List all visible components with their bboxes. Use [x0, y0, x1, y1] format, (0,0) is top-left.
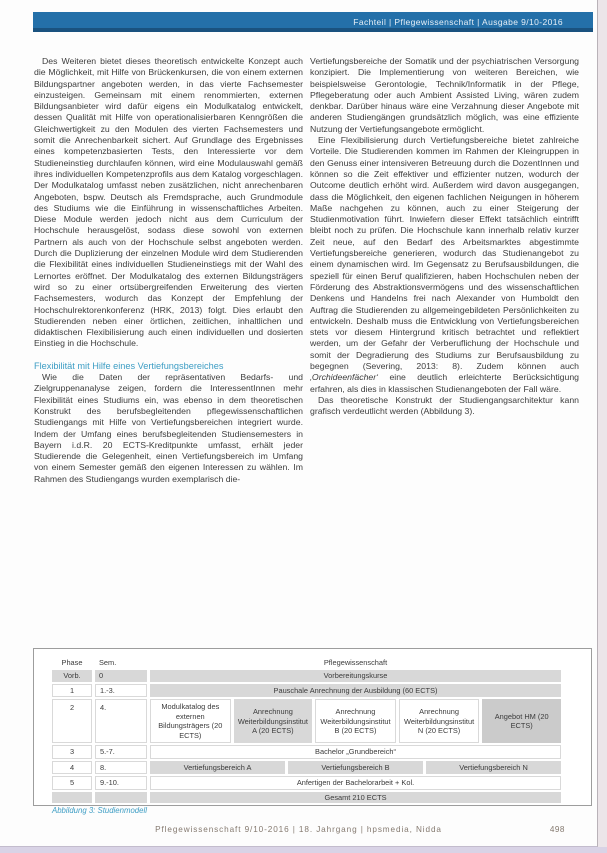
paragraph: Wie die Daten der repräsentativen Bedarfs- und Zielgruppenanalyse zeigen, fordern die InteressentInnen mehr Flexibilität eines Studiums ein, was ebenso in dem theoretischen Konstrukt des berufsbegleitenden pflegewissenschaftlichen Studiengangs mit Hilfe von Vertiefungsbereichen integriert wurde. Indem der Umfang eines berufsbegleitenden Studiensemesters in Bayern i.d.R. 20 ECTS-Kreditpunkte umfasst, erhält jeder Studierende die Gelegenheit, einen Vertiefungsbereich im Umfang von einem Semester gemäß den eigenen Interessen zu wählen. Im Rahmen des Studiengangs wurden exemplarisch die- — [34, 372, 303, 484]
cell-modulkatalog: Modulkatalog des externen Bildungsträgers (20 ECTS) — [150, 699, 231, 743]
header-bar — [33, 12, 593, 32]
page-number: 498 — [549, 825, 565, 834]
page-edge-shadow — [0, 847, 607, 853]
cell-sem-empty — [95, 792, 147, 803]
text-column-right — [310, 56, 579, 644]
cell-angebot-hm: Angebot HM (20 ECTS) — [482, 699, 561, 743]
cell-phase-empty — [52, 792, 92, 803]
table-header-row — [52, 657, 561, 668]
figure-caption: Abbildung 3: Studienmodell — [52, 806, 147, 816]
table-row-phase5 — [52, 776, 561, 789]
cell-vertiefung-a: Vertiefungsbereich A — [150, 761, 285, 774]
paragraph: Des Weiteren bietet dieses theoretisch entwickelte Konzept auch die Möglichkeit, mit Hilfe von Brückenkursen, die von einem externen Bildungspartner angeboten werden, in das vierte Fachsemester einzusteigen. Gemeinsam mit einem renommierten, externen Bildungsanbieter wird dafür eigens ein Modulkatalog entwickelt, dessen Qualität mit Hilfe von operationalisierbaren Kenngrößen die Gleichwertigkeit zu den Modulen des vierten Fachsemesters und somit die Anrechenbarkeit sichert. Auf Grundlage des Ergebnisses eines kompetenzbasierten Tests, den Interessierte vor dem Studieneinstieg durchlaufen können, wird eine Modulauswahl gemäß ihres individuellen Kompetenzprofils aus dem Katalog vorgeschlagen. Der Modulkatalog umfasst neben zusätzlichen, nicht anrechenbaren Angeboten, bspw. Deutsch als Fremdsprache, auch Grundmodule des Studiums wie die Einführung in wissenschaftliches Arbeiten. Diese Module werden jedoch nicht aus dem Curriculum der Hochschule herausgelöst, sodass diese sowohl von externen Partnern als auch von der Hochschule selbst angeboten werden. Durch die Duplizierung der einzelnen Module wird dem Studierenden die Flexibilität eines individuellen Studieneinstiegs mit der Wahl des Lernortes eröffnet. Der Modulkatalog des externen Bildungsträgers wird so zu einer ortsübergreifenden Erweiterung des vierten Fachsemesters, wodurch das Konzept der Empfehlung der Hochschulrektorenkonferenz (HRK, 2013) folgt. Dies erlaubt den Studierenden neben einer örtlichen, zeitlichen, inhaltlichen und didaktischen Flexibilisierung auch einen individuellen und dosierten Einstieg in die Hochschule. — [34, 56, 303, 349]
cell-content: Vorbereitungskurse — [150, 670, 561, 681]
table-row-phase3 — [52, 745, 561, 758]
cell-content: Anfertigen der Bachelorarbeit + Kol. — [150, 776, 561, 789]
cell-institut-n: Anrechnung Weiterbildungsinstitut N (20 ECTS) — [399, 699, 480, 743]
cell-phase: 3 — [52, 745, 92, 758]
cell-phase: 1 — [52, 684, 92, 697]
quoted-term: ‚Orchideenfächer‘ — [310, 372, 379, 383]
cell-phase: 2 — [52, 699, 92, 743]
figure-box — [33, 648, 592, 816]
table-row-prep — [52, 670, 561, 681]
paragraph-continuation: Vertiefungsbereiche der Somatik und der psychiatrischen Versorgung konzipiert. Die Implementierung von weiteren Bereichen, wie beispielsweise Gerontologie, Technik/Informatik in der Pflege, Pflegeberatung oder auch Ambient Assisted Living, wären zudem denkbar. Darüber hinaus wäre eine Verzahnung dieser Angebote mit anderen Studiengängen grundsätzlich möglich, was eine effiziente Nutzung der Vertiefungsangebote ermöglicht. — [310, 56, 579, 134]
col-header-title: Pflegewissenschaft — [323, 658, 388, 667]
cell-phase: 5 — [52, 776, 92, 789]
cell-vertiefung-b: Vertiefungsbereich B — [288, 761, 423, 774]
footer-journal-line: Pflegewissenschaft 9/10-2016 | 18. Jahrgang | hpsmedia, Nidda — [155, 825, 442, 834]
paragraph — [310, 135, 579, 395]
col-header-phase: Phase — [61, 658, 83, 667]
col-header-sem: Sem. — [99, 658, 117, 667]
cell-sem: 9.-10. — [95, 776, 147, 789]
table-row-phase2 — [52, 699, 561, 743]
table-row-phase1 — [52, 684, 561, 697]
cell-content: Pauschale Anrechnung der Ausbildung (60 ECTS) — [150, 684, 561, 697]
cell-institut-b: Anrechnung Weiterbildungsinstitut B (20 ECTS) — [315, 699, 396, 743]
table-row-phase4 — [52, 761, 561, 774]
cell-sem: 4. — [95, 699, 147, 743]
cell-sem: 5.-7. — [95, 745, 147, 758]
cell-phase: Vorb. — [52, 670, 92, 681]
cell-sem: 1.-3. — [95, 684, 147, 697]
table-row-total — [52, 792, 561, 803]
section-heading: Flexibilität mit Hilfe eines Vertiefungsbereiches — [34, 360, 224, 371]
cell-phase: 4 — [52, 761, 92, 774]
paragraph-text: Eine Flexibilisierung durch Vertiefungsbereiche bietet zahlreiche Vorteile. Die Studierenden kommen im Rahmen der Kleingruppen in den Genuss einer intensiveren Betreuung durch die DozentInnen und können so die Zeit effektiver und effizienter nutzen, wodurch der Outcome deutlich erhöht wird. Außerdem wird davon ausgegangen, dass die Möglichkeit, den eigenen fachlichen Neigungen in höherem Maße nachgehen zu können, auch zu einer Steigerung der Studienmotivation führt. Inwiefern dieser Effekt tatsächlich eintrifft bleibt noch zu prüfen. Die Hochschule kann innerhalb relativ kurzer Zeit neue, auf den Bedarf des Arbeitsmarktes abgestimmte Vertiefungsbereiche generieren, wodurch das Studienangebot zu einem dynamischen wird. Im Gegensatz zu Berufsausbildungen, die speziell für einen Beruf qualifizieren, haben Hochschulen neben der Förderung des Abstraktionsvermögens und des wissenschaftlichen Denkens und Handelns frei nach Alexander von Humboldt den Auftrag die Studierenden zu allgemeingebildeten Persönlichkeiten zu entwickeln. Deshalb muss die Entwicklung von Vertiefungsbereichen stets vor diesem Hintergrund kritisch betrachtet und reflektiert werden, um der Gefahr der Verberuflichung der Hochschule und somit der Degradierung des Studiums zur Berufsausbildung zu begegnen (Severing, 2013: 8). Zudem können auch — [310, 135, 579, 372]
text-column-left — [34, 56, 303, 644]
cell-sem: 8. — [95, 761, 147, 774]
paragraph: Das theoretische Konstrukt der Studiengangsarchitektur kann grafisch verdeutlicht werden (Abbildung 3). — [310, 394, 579, 417]
cell-sem: 0 — [95, 670, 147, 681]
header-bar-text: Fachteil | Pflegewissenschaft | Ausgabe 9/10-2016 — [353, 17, 563, 27]
paragraph-text: eine deutlich erleichterte Berücksichtigung erfahren, als dies in klassischen Studienangeboten der Fall wäre. — [310, 372, 579, 394]
cell-content: Bachelor „Grundbereich“ — [150, 745, 561, 758]
cell-institut-a: Anrechnung Weiterbildungsinstitut A (20 ECTS) — [234, 699, 313, 743]
cell-total: Gesamt 210 ECTS — [150, 792, 561, 803]
cell-vertiefung-n: Vertiefungsbereich N — [426, 761, 561, 774]
